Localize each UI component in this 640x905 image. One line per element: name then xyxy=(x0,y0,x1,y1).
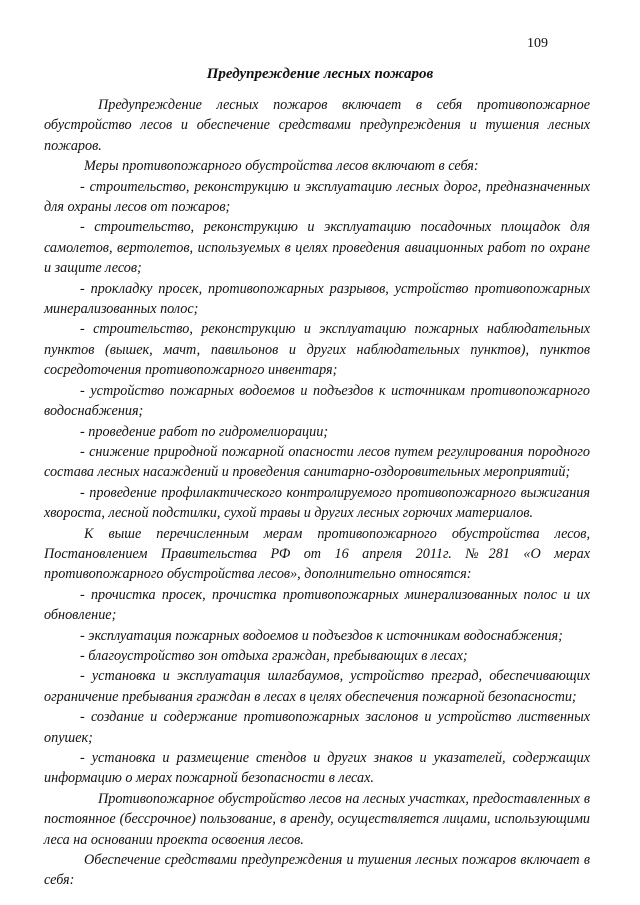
paragraph: Меры противопожарного обустройства лесов включают в себя: xyxy=(84,158,479,175)
list-item: - строительство, реконструкцию и эксплуатацию посадочных площадок для самолетов, вертолетов, используемых в целях проведения авиационных работ по охране и защите лесов; xyxy=(44,219,590,277)
list-item: - установка и эксплуатация шлагбаумов, устройство преград, обеспечивающих ограничение пребывания граждан в лесах в целях обеспечения пожарной безопасности; xyxy=(44,668,590,705)
page-number: 109 xyxy=(527,36,548,51)
body-text xyxy=(44,95,590,891)
paragraph: К выше перечисленным мерам противопожарного обустройства лесов, Постановлением Правительства РФ от 16 апреля 2011г. №281 «О мерах противопожарного обустройства лесов», дополнительно относятся: xyxy=(44,525,590,583)
paragraph: Предупреждение лесных пожаров включает в себя противопожарное обустройство лесов и обеспечение средствами предупреждения и тушения лесных пожаров. xyxy=(44,97,590,154)
list-item: - устройство пожарных водоемов и подъездов к источникам противопожарного водоснабжения; xyxy=(44,382,590,420)
list-item: - проведение работ по гидромелиорации; xyxy=(80,423,329,440)
list-item: - установка и размещение стендов и других знаков и указателей, содержащих информацию о мерах пожарной безопасности в лесах. xyxy=(44,750,590,787)
list-item: - снижение природной пожарной опасности лесов путем регулирования породного состава лесных насаждений и проведения санитарно-оздоровительных мероприятий; xyxy=(44,443,590,481)
section-title: Предупреждение лесных пожаров xyxy=(206,66,434,82)
paragraph: Обеспечение средствами предупреждения и тушения лесных пожаров включает в себя: xyxy=(44,852,590,889)
list-item: - строительство, реконструкцию и эксплуатацию лесных дорог, предназначенных для охраны лесов от пожаров; xyxy=(44,178,590,216)
list-item: - прокладку просек, противопожарных разрывов, устройство противопожарных минерализованных полос; xyxy=(44,280,590,318)
list-item: - строительство, реконструкцию и эксплуатацию пожарных наблюдательных пунктов (вышек, мачт, павильонов и других наблюдательных пунктов), пунктов сосредоточения противопожарного инвентаря; xyxy=(44,321,590,379)
list-item: - эксплуатация пожарных водоемов и подъездов к источникам водоснабжения; xyxy=(80,627,563,644)
list-item: - создание и содержание противопожарных заслонов и устройство лиственных опушек; xyxy=(44,709,590,746)
list-item: - прочистка просек, прочистка противопожарных минерализованных полос и их обновление; xyxy=(44,586,590,624)
list-item: - благоустройство зон отдыха граждан, пребывающих в лесах; xyxy=(80,647,468,664)
paragraph: Противопожарное обустройство лесов на лесных участках, предоставленных в постоянное (бессрочное) пользование, в аренду, осуществляется лицами, использующими леса на основании проекта освоения лесов. xyxy=(44,790,590,848)
list-item: - проведение профилактического контролируемого противопожарного выжигания хвороста, лесной подстилки, сухой травы и других лесных горючих материалов. xyxy=(44,484,590,522)
